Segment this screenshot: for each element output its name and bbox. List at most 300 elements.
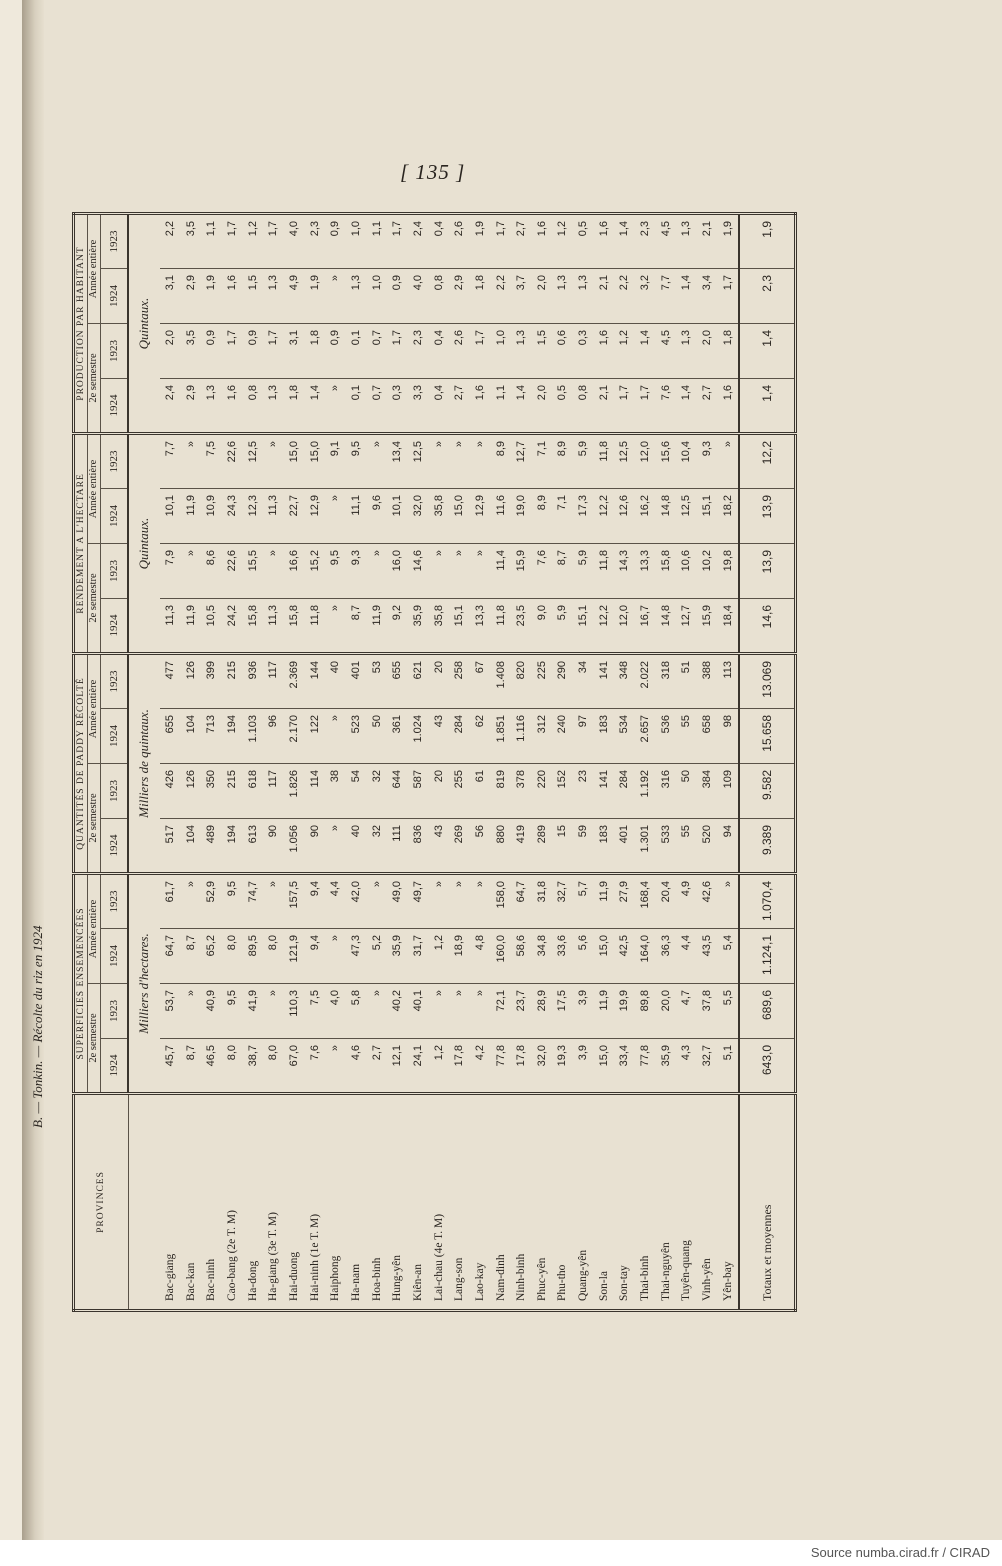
- table-cell: 126: [180, 764, 201, 819]
- table-cell: »: [325, 379, 346, 434]
- table-cell: 32,0: [531, 1039, 552, 1094]
- table-cell: 35,9: [387, 929, 408, 984]
- table-cell: 12,5: [614, 434, 635, 489]
- table-cell: 1,6: [593, 214, 614, 269]
- table-cell: 1,2: [242, 214, 263, 269]
- table-cell: 12,2: [593, 599, 614, 654]
- table-cell: 7,7: [160, 434, 181, 489]
- table-cell: 19,8: [717, 544, 739, 599]
- table-cell: 23,5: [511, 599, 532, 654]
- table-cell: 122: [304, 709, 325, 764]
- province-name: Hoa-binh: [366, 1094, 387, 1311]
- table-cell: 0,8: [428, 269, 449, 324]
- table-cell: 520: [697, 819, 718, 874]
- table-cell: 24,2: [222, 599, 243, 654]
- table-cell: »: [366, 984, 387, 1039]
- table-cell: 399: [201, 654, 222, 709]
- table-row: [304, 214, 325, 1311]
- table-cell: 8,0: [222, 1039, 243, 1094]
- table-cell: 18,4: [717, 599, 739, 654]
- table-cell: 0,1: [346, 379, 367, 434]
- table-cell: 643,0: [739, 1039, 795, 1094]
- province-name: Bac-kan: [180, 1094, 201, 1311]
- table-cell: 1,7: [490, 214, 511, 269]
- table-cell: 15,5: [242, 544, 263, 599]
- table-cell: 18,2: [717, 489, 739, 544]
- table-cell: 11,9: [366, 599, 387, 654]
- table-cell: 284: [449, 709, 470, 764]
- province-name: Thai-binh: [635, 1094, 656, 1311]
- table-cell: 13,9: [739, 489, 795, 544]
- table-cell: 11,9: [593, 984, 614, 1039]
- table-cell: 2,6: [449, 214, 470, 269]
- province-name: Quang-yên: [573, 1094, 594, 1311]
- table-cell: 0,4: [428, 214, 449, 269]
- source-credit: Source numba.cirad.fr / CIRAD: [810, 1545, 990, 1560]
- year-header: 1923: [101, 434, 129, 489]
- table-cell: 17,8: [511, 1039, 532, 1094]
- table-row: [366, 214, 387, 1311]
- table-cell: 3,2: [635, 269, 656, 324]
- table-cell: 1,1: [201, 214, 222, 269]
- table-cell: 10,9: [201, 489, 222, 544]
- table-cell: 15,8: [655, 544, 676, 599]
- table-cell: 1.124,1: [739, 929, 795, 984]
- year-header: 1924: [101, 819, 129, 874]
- table-cell: 40,1: [408, 984, 429, 1039]
- table-cell: 42,6: [697, 874, 718, 929]
- table-cell: 1,7: [222, 214, 243, 269]
- province-name: Kiên-an: [408, 1094, 429, 1311]
- table-cell: 587: [408, 764, 429, 819]
- table-cell: 1.070,4: [739, 874, 795, 929]
- province-name: Hai-duong: [284, 1094, 305, 1311]
- table-cell: 22,6: [222, 434, 243, 489]
- table-cell: 1,4: [614, 214, 635, 269]
- table-cell: 14,3: [614, 544, 635, 599]
- table-cell: 113: [717, 654, 739, 709]
- table-cell: 42,0: [346, 874, 367, 929]
- table-cell: 258: [449, 654, 470, 709]
- table-cell: 35,9: [408, 599, 429, 654]
- table-cell: 24,3: [222, 489, 243, 544]
- table-cell: 1.024: [408, 709, 429, 764]
- table-cell: 1,4: [511, 379, 532, 434]
- table-cell: 152: [552, 764, 573, 819]
- table-cell: 1,7: [470, 324, 491, 379]
- table-cell: 117: [263, 764, 284, 819]
- table-cell: 8,7: [552, 544, 573, 599]
- table-cell: 1,8: [284, 379, 305, 434]
- table-cell: 2,7: [449, 379, 470, 434]
- table-cell: 10,1: [387, 489, 408, 544]
- table-cell: »: [263, 434, 284, 489]
- table-cell: 16,6: [284, 544, 305, 599]
- unit-row: [128, 214, 160, 1311]
- table-cell: 7,6: [531, 544, 552, 599]
- province-name: Son-la: [593, 1094, 614, 1311]
- table-cell: 17,5: [552, 984, 573, 1039]
- table-cell: 12,5: [408, 434, 429, 489]
- table-cell: 33,6: [552, 929, 573, 984]
- table-cell: »: [366, 544, 387, 599]
- table-cell: 316: [655, 764, 676, 819]
- table-cell: 361: [387, 709, 408, 764]
- table-row: [490, 214, 511, 1311]
- year-header: 1924: [101, 379, 129, 434]
- table-cell: 20: [428, 654, 449, 709]
- table-cell: 183: [593, 709, 614, 764]
- table-cell: 533: [655, 819, 676, 874]
- table-cell: 10,2: [697, 544, 718, 599]
- table-cell: 4,0: [284, 214, 305, 269]
- table-cell: 220: [531, 764, 552, 819]
- table-cell: 64,7: [160, 929, 181, 984]
- table-cell: 1,9: [201, 269, 222, 324]
- table-cell: 4,4: [676, 929, 697, 984]
- table-cell: 59: [573, 819, 594, 874]
- table-cell: 15,0: [284, 434, 305, 489]
- table-cell: 0,7: [366, 379, 387, 434]
- table-cell: 1,9: [304, 269, 325, 324]
- table-cell: 53,7: [160, 984, 181, 1039]
- table-cell: 936: [242, 654, 263, 709]
- table-cell: 117: [263, 654, 284, 709]
- table-cell: 3,5: [180, 214, 201, 269]
- table-cell: 96: [263, 709, 284, 764]
- table-cell: 98: [717, 709, 739, 764]
- table-cell: 2,3: [408, 324, 429, 379]
- table-row: [573, 214, 594, 1311]
- table-cell: 1,7: [263, 324, 284, 379]
- table-cell: 12,9: [470, 489, 491, 544]
- unit-label: Milliers de quintaux.: [128, 654, 160, 874]
- table-cell: 12,5: [242, 434, 263, 489]
- table-cell: »: [263, 984, 284, 1039]
- table-cell: 5,1: [717, 1039, 739, 1094]
- table-cell: 0,9: [325, 214, 346, 269]
- province-name: Bac-giang: [160, 1094, 181, 1311]
- table-row: [222, 214, 243, 1311]
- table-cell: 2,3: [304, 214, 325, 269]
- table-cell: 19,0: [511, 489, 532, 544]
- table-cell: 9,3: [697, 434, 718, 489]
- table-row: [284, 214, 305, 1311]
- table-cell: 0,9: [201, 324, 222, 379]
- table-cell: 7,6: [655, 379, 676, 434]
- table-cell: 290: [552, 654, 573, 709]
- table-cell: 16,7: [635, 599, 656, 654]
- table-cell: 2,7: [366, 1039, 387, 1094]
- table-cell: 4,7: [676, 984, 697, 1039]
- table-cell: 15: [552, 819, 573, 874]
- table-cell: 15,0: [304, 434, 325, 489]
- table-cell: 104: [180, 819, 201, 874]
- table-cell: 0,9: [387, 269, 408, 324]
- table-cell: 14,8: [655, 489, 676, 544]
- table-cell: 255: [449, 764, 470, 819]
- table-cell: 5,6: [573, 929, 594, 984]
- table-row: [242, 214, 263, 1311]
- table-cell: 1,3: [263, 269, 284, 324]
- table-cell: 0,3: [387, 379, 408, 434]
- table-cell: 215: [222, 764, 243, 819]
- table-cell: 9,5: [222, 984, 243, 1039]
- table-cell: 121,9: [284, 929, 305, 984]
- province-name: Ha-giang (3e T. M): [263, 1094, 284, 1311]
- table-cell: 4,3: [676, 1039, 697, 1094]
- table-cell: 9,2: [387, 599, 408, 654]
- table-cell: 3,9: [573, 1039, 594, 1094]
- table-cell: »: [180, 984, 201, 1039]
- table-cell: 15,2: [304, 544, 325, 599]
- table-cell: 613: [242, 819, 263, 874]
- table-cell: 37,8: [697, 984, 718, 1039]
- table-cell: 11,9: [593, 874, 614, 929]
- table-cell: 67,0: [284, 1039, 305, 1094]
- province-name: Lao-kay: [470, 1094, 491, 1311]
- table-cell: 1,9: [470, 214, 491, 269]
- table-cell: 19,3: [552, 1039, 573, 1094]
- table-cell: 12,7: [511, 434, 532, 489]
- table-cell: 536: [655, 709, 676, 764]
- page-number: [ 135 ]: [400, 160, 466, 184]
- table-cell: 2,3: [739, 269, 795, 324]
- table-cell: 52,9: [201, 874, 222, 929]
- table-cell: 1,3: [263, 379, 284, 434]
- table-cell: 1,9: [717, 214, 739, 269]
- table-cell: 14,6: [739, 599, 795, 654]
- table-cell: 17,3: [573, 489, 594, 544]
- table-cell: 15,6: [655, 434, 676, 489]
- table-row: [552, 214, 573, 1311]
- table-cell: 77,8: [490, 1039, 511, 1094]
- table-cell: 1,8: [717, 324, 739, 379]
- table-cell: 7,5: [304, 984, 325, 1039]
- table-cell: 2,7: [511, 214, 532, 269]
- table-cell: 7,1: [531, 434, 552, 489]
- table-cell: 110,3: [284, 984, 305, 1039]
- table-cell: 49,7: [408, 874, 429, 929]
- period-header: 2e semestre: [88, 324, 101, 434]
- table-row: [180, 214, 201, 1311]
- table-cell: 183: [593, 819, 614, 874]
- table-cell: 2,7: [697, 379, 718, 434]
- table-cell: 40,9: [201, 984, 222, 1039]
- table-cell: 1,1: [366, 214, 387, 269]
- table-cell: 689,6: [739, 984, 795, 1039]
- table-cell: 33,4: [614, 1039, 635, 1094]
- table-cell: 9,4: [304, 929, 325, 984]
- table-cell: 168,4: [635, 874, 656, 929]
- table-cell: 1,5: [531, 324, 552, 379]
- table-cell: 62: [470, 709, 491, 764]
- table-row: [201, 214, 222, 1311]
- table-cell: 2,4: [160, 379, 181, 434]
- table-cell: 1,0: [490, 324, 511, 379]
- table-cell: 7,5: [201, 434, 222, 489]
- table-row: [717, 214, 739, 1311]
- table-cell: 15,8: [284, 599, 305, 654]
- table-cell: 2,0: [531, 379, 552, 434]
- table-cell: 8,6: [201, 544, 222, 599]
- table-cell: 713: [201, 709, 222, 764]
- table-cell: 15,0: [593, 1039, 614, 1094]
- table-row: [511, 214, 532, 1311]
- table-cell: 1,6: [531, 214, 552, 269]
- table-cell: 8,7: [180, 929, 201, 984]
- table-cell: 194: [222, 819, 243, 874]
- table-cell: 658: [697, 709, 718, 764]
- table-cell: 15,1: [697, 489, 718, 544]
- table-cell: 7,9: [160, 544, 181, 599]
- table-cell: 9,5: [346, 434, 367, 489]
- table-cell: 2.022: [635, 654, 656, 709]
- table-cell: 9,0: [531, 599, 552, 654]
- table-cell: 35,9: [655, 1039, 676, 1094]
- table-cell: 42,5: [614, 929, 635, 984]
- table-cell: 164,0: [635, 929, 656, 984]
- table-cell: 126: [180, 654, 201, 709]
- table-row: [263, 214, 284, 1311]
- table-cell: 2,1: [697, 214, 718, 269]
- table-cell: 61,7: [160, 874, 181, 929]
- table-row: [614, 214, 635, 1311]
- table-cell: 1,3: [676, 214, 697, 269]
- table-cell: 618: [242, 764, 263, 819]
- rotated-table-container: [72, 212, 797, 1312]
- table-cell: 49,0: [387, 874, 408, 929]
- table-cell: 9.389: [739, 819, 795, 874]
- table-cell: 378: [511, 764, 532, 819]
- table-cell: 2,2: [614, 269, 635, 324]
- table-cell: 348: [614, 654, 635, 709]
- period-header: Année entière: [88, 434, 101, 544]
- table-cell: »: [428, 984, 449, 1039]
- table-cell: »: [325, 489, 346, 544]
- table-cell: 77,8: [635, 1039, 656, 1094]
- table-cell: 15,8: [242, 599, 263, 654]
- table-cell: 426: [160, 764, 181, 819]
- table-cell: 1,1: [490, 379, 511, 434]
- table-cell: 32,7: [552, 874, 573, 929]
- table-cell: 11,3: [263, 599, 284, 654]
- table-cell: 7,6: [304, 1039, 325, 1094]
- table-cell: 1,2: [428, 929, 449, 984]
- table-cell: 4,9: [284, 269, 305, 324]
- table-cell: 10,1: [160, 489, 181, 544]
- table-cell: »: [180, 544, 201, 599]
- table-cell: 401: [346, 654, 367, 709]
- table-cell: 15,9: [697, 599, 718, 654]
- province-name: Haiphong: [325, 1094, 346, 1311]
- table-cell: »: [325, 1039, 346, 1094]
- table-cell: 1.851: [490, 709, 511, 764]
- table-cell: 11,4: [490, 544, 511, 599]
- table-cell: 2,1: [593, 269, 614, 324]
- table-cell: 820: [511, 654, 532, 709]
- table-cell: 5,7: [573, 874, 594, 929]
- table-row: [449, 214, 470, 1311]
- table-cell: 144: [304, 654, 325, 709]
- year-header: 1924: [101, 1039, 129, 1094]
- table-cell: »: [717, 434, 739, 489]
- table-cell: 655: [387, 654, 408, 709]
- table-cell: 58,6: [511, 929, 532, 984]
- table-cell: 104: [180, 709, 201, 764]
- table-cell: 0,3: [573, 324, 594, 379]
- table-cell: 1,7: [263, 214, 284, 269]
- table-cell: 53: [366, 654, 387, 709]
- table-cell: 114: [304, 764, 325, 819]
- table-cell: 644: [387, 764, 408, 819]
- table-cell: 215: [222, 654, 243, 709]
- group-header-production: PRODUCTION PAR HABITANT: [74, 214, 88, 434]
- group-header-surfaces: SUPERFICIES ENSEMENCÉES: [74, 874, 88, 1094]
- table-cell: »: [325, 819, 346, 874]
- table-cell: 880: [490, 819, 511, 874]
- table-cell: 1,2: [428, 1039, 449, 1094]
- table-cell: 13,3: [470, 599, 491, 654]
- table-cell: 43,5: [697, 929, 718, 984]
- table-cell: »: [263, 544, 284, 599]
- table-cell: 819: [490, 764, 511, 819]
- table-cell: »: [470, 874, 491, 929]
- table-cell: 1,9: [739, 214, 795, 269]
- table-cell: 1,4: [635, 324, 656, 379]
- table-cell: 54: [346, 764, 367, 819]
- table-cell: 28,9: [531, 984, 552, 1039]
- table-cell: 8,9: [490, 434, 511, 489]
- table-cell: 1,4: [304, 379, 325, 434]
- year-header: 1924: [101, 929, 129, 984]
- table-cell: »: [325, 269, 346, 324]
- province-name: Phuc-yên: [531, 1094, 552, 1311]
- running-head: B. — Tonkin. — Récolte du riz en 1924: [30, 925, 45, 1128]
- table-row: [531, 214, 552, 1311]
- rice-harvest-table: [72, 212, 797, 1312]
- table-cell: 34: [573, 654, 594, 709]
- table-cell: 11,9: [180, 489, 201, 544]
- province-name: Bac-ninh: [201, 1094, 222, 1311]
- table-cell: 1,3: [201, 379, 222, 434]
- table-cell: 1.826: [284, 764, 305, 819]
- table-cell: 12,3: [242, 489, 263, 544]
- table-cell: 517: [160, 819, 181, 874]
- table-cell: 284: [614, 764, 635, 819]
- table-cell: 13.069: [739, 654, 795, 709]
- unit-label: Quintaux.: [128, 434, 160, 654]
- table-cell: 1,7: [222, 324, 243, 379]
- table-cell: 3,3: [408, 379, 429, 434]
- table-cell: 2,9: [180, 269, 201, 324]
- table-cell: 9.582: [739, 764, 795, 819]
- table-cell: 47,3: [346, 929, 367, 984]
- table-cell: 40: [346, 819, 367, 874]
- table-row: [160, 214, 181, 1311]
- table-cell: 32,0: [408, 489, 429, 544]
- province-name: Yên-bay: [717, 1094, 739, 1311]
- table-cell: 4,5: [655, 324, 676, 379]
- table-cell: 32,7: [697, 1039, 718, 1094]
- table-cell: 15,0: [593, 929, 614, 984]
- table-cell: 10,4: [676, 434, 697, 489]
- table-cell: 38,7: [242, 1039, 263, 1094]
- table-cell: 13,9: [739, 544, 795, 599]
- table-cell: 23,7: [511, 984, 532, 1039]
- table-cell: 3,1: [160, 269, 181, 324]
- table-row: [428, 214, 449, 1311]
